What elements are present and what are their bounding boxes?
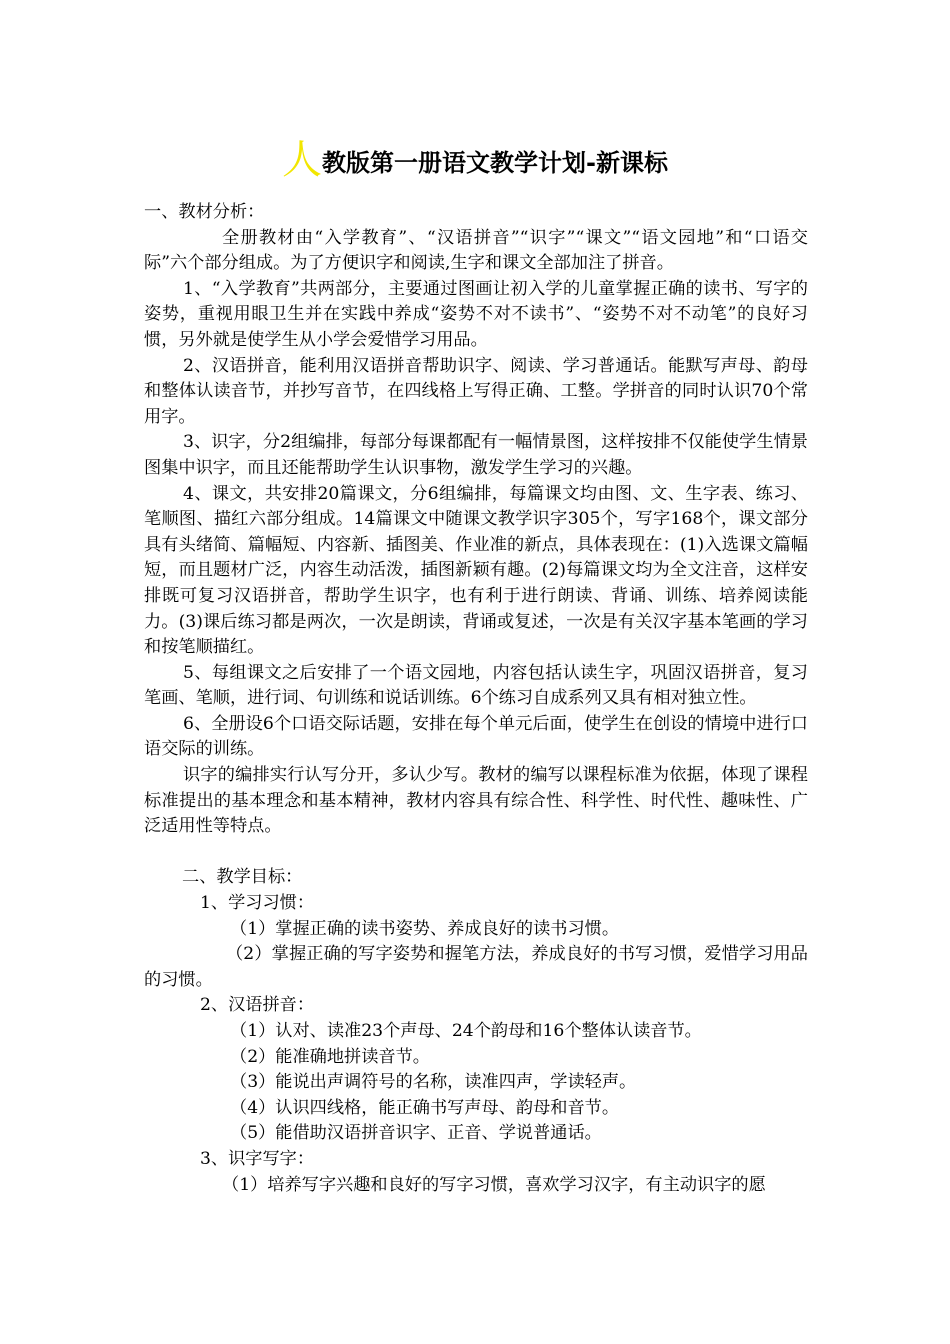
goal-item: （1）掌握正确的读书姿势、养成良好的读书习惯。: [230, 918, 620, 939]
goal-heading-habits: 1、学习习惯：: [200, 893, 315, 914]
goal-item: （4）认识四线格，能正确书写声母、韵母和音节。: [230, 1097, 620, 1118]
document-title: [0, 137, 950, 183]
goal-item: （2）能准确地拼读音节。: [230, 1046, 430, 1067]
goal-item: （1）培养写字兴趣和良好的写字习惯，喜欢学习汉字，有主动识字的愿: [222, 1174, 766, 1195]
paragraph-1: 1、“入学教育”共两部分，主要通过图画让初入学的儿童掌握正确的读书、写字的姿势，重视用眼卫生并在实践中养成“姿势不对不读书”、“姿势不对不动笔”的良好习惯，另外就是使学生从小学会爱惜学习用品。: [144, 278, 808, 350]
paragraph-intro: 全册教材由“入学教育”、“汉语拼音”“识字”“课文”“语文园地”和“口语交际”六个部分组成。为了方便识字和阅读,生字和课文全部加注了拼音。: [144, 227, 808, 274]
goal-item: （3）能说出声调符号的名称，读准四声，学读轻声。: [230, 1072, 637, 1093]
paragraph-6: 6、全册设6个口语交际话题，安排在每个单元后面，使学生在创设的情境中进行口语交际的训练。: [144, 713, 808, 760]
goal-item: （5）能借助汉语拼音识字、正音、学说普通话。: [230, 1123, 602, 1144]
document-body: [144, 200, 808, 1198]
paragraph-4: 4、课文，共安排20篇课文，分6组编排，每篇课文均由图、文、生字表、练习、笔顺图、描红六部分组成。14篇课文中随课文教学识字305个，写字168个，课文部分具有头绪简、篇幅短、内容新、插图美、作业准的新点，具体表现在：(1)入选课文篇幅短，而且题材广泛，内容生动活泼，插图新颖有趣。(2)每篇课文均为全文注音，这样安排既可复习汉语拼音，帮助学生识字，也有利于进行朗读、背诵、训练、培养阅读能力。(3)课后练习都是两次，一次是朗读，背诵或复述，一次是有关汉字基本笔画的学习和按笔顺描红。: [144, 483, 808, 658]
section-heading-materials: 一、教材分析：: [144, 202, 265, 222]
paragraph-2: 2、汉语拼音，能利用汉语拼音帮助识字、阅读、学习普通话。能默写声母、韵母和整体认读音节，并抄写音节，在四线格上写得正确、工整。学拼音的同时认识70个常用字。: [144, 355, 808, 427]
paragraph-7: 识字的编排实行认写分开，多认少写。教材的编写以课程标准为依据，体现了课程标准提出的基本理念和基本精神，教材内容具有综合性、科学性、时代性、趣味性、广泛适用性等特点。: [144, 765, 808, 837]
goal-heading-literacy: 3、识字写字：: [200, 1148, 315, 1169]
section-heading-goals: 二、教学目标：: [182, 867, 303, 888]
paragraph-5: 5、每组课文之后安排了一个语文园地，内容包括认读生字，巩固汉语拼音，复习笔画、笔顺，进行词、句训练和说话训练。6个练习自成系列又具有相对独立性。: [144, 662, 808, 709]
goal-item: （1）认对、读准23个声母、24个韵母和16个整体认读音节。: [230, 1021, 702, 1041]
goal-heading-pinyin: 2、汉语拼音：: [200, 995, 315, 1016]
title-text: 教版第一册语文教学计划-新课标: [322, 149, 668, 177]
goal-item: （2）掌握正确的写字姿势和握笔方法，养成良好的书写习惯，爱惜学习用品的习惯。: [144, 944, 808, 990]
title-first-char: 人: [282, 137, 323, 183]
paragraph-3: 3、识字，分2组编排，每部分每课都配有一幅情景图，这样按排不仅能使学生情景图集中识字，而且还能帮助学生认识事物，激发学生学习的兴趣。: [144, 432, 808, 478]
